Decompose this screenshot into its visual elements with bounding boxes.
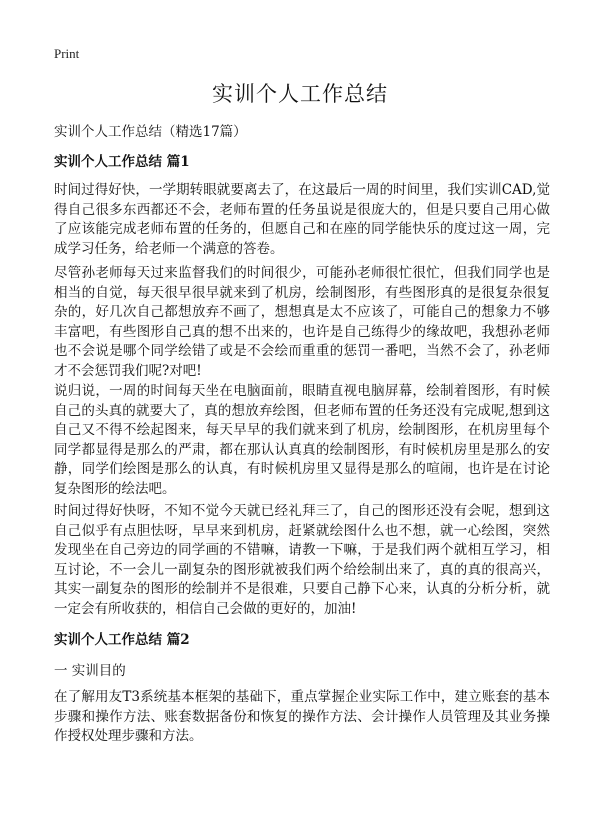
paragraph: 在了解用友T3系统基本框架的基础下，重点掌握企业实际工作中，建立账套的基本步骤和操作方法、账套数据备份和恢复的操作方法、会计操作人员管理及其业务操作授权处理步骤和方法。: [54, 689, 550, 744]
document-title: 实训个人工作总结: [212, 82, 388, 106]
section-heading-2: 实训个人工作总结 篇2: [54, 632, 190, 648]
paragraph: 时间过得好快呀，不知不觉今天就已经礼拜三了，自己的图形还没有会呢，想到这自己似乎有点胆怯呀，早早来到机房，赶紧就绘图什么也不想，就一心绘图，突然发现坐在自己旁边的同学画的不错嘛，请教一下嘛，于是我们两个就相互学习，相互讨论，不一会儿一副复杂的图形就被我们两个给绘制出来了，真的真的很高兴，其实一副复杂的图形的绘制并不是很难，只要自己静下心来，认真的分析分析，就一定会有所收获的，相信自己会做的更好的，加油!: [54, 503, 550, 617]
paragraph: 时间过得好快，一学期转眼就要离去了，在这最后一周的时间里，我们实训CAD,觉得自己很多东西都还不会，老师布置的任务虽说是很庞大的，但是只要自己用心做了应该能完成老师布置的任务的，但愿自己和在座的同学能快乐的度过这一周，完成学习任务，给老师一个满意的答卷。: [54, 182, 550, 257]
paragraph: 尽管孙老师每天过来监督我们的时间很少，可能孙老师很忙很忙，但我们同学也是相当的自觉，每天很早很早就来到了机房，绘制图形，有些图形真的是很复杂很复杂的，好几次自己都想放弃不画了，想想真是太不应该了，可能自己的想象力不够丰富吧，有些图形自己真的想不出来的，也许是自己练得少的缘故吧，我想孙老师也不会说是哪个同学绘错了或是不会绘而重重的惩罚一番吧，当然不会了，孙老师才不会惩罚我们呢?对吧!: [54, 265, 550, 379]
print-link[interactable]: Print: [54, 46, 80, 61]
paragraph: 说归说，一周的时间每天坐在电脑面前，眼睛直视电脑屏幕，绘制着图形，有时候自己的头真的就要大了，真的想放弃绘图，但老师布置的任务还没有完成呢,想到这自己又不得不绘起图来，每天早早的我们就来到了机房，绘制图形，在机房里每个同学都显得是那么的严肃，都在那认认真真的绘制图形，有时候机房里是那么的安静，同学们绘图是那么的认真，有时候机房里又显得是那么的喧闹，也许是在讨论复杂图形的绘法吧。: [54, 383, 550, 497]
section-intro: 一 实训目的: [54, 663, 126, 679]
document-subtitle: 实训个人工作总结（精选17篇）: [54, 124, 247, 140]
section-heading-1: 实训个人工作总结 篇1: [54, 154, 190, 170]
